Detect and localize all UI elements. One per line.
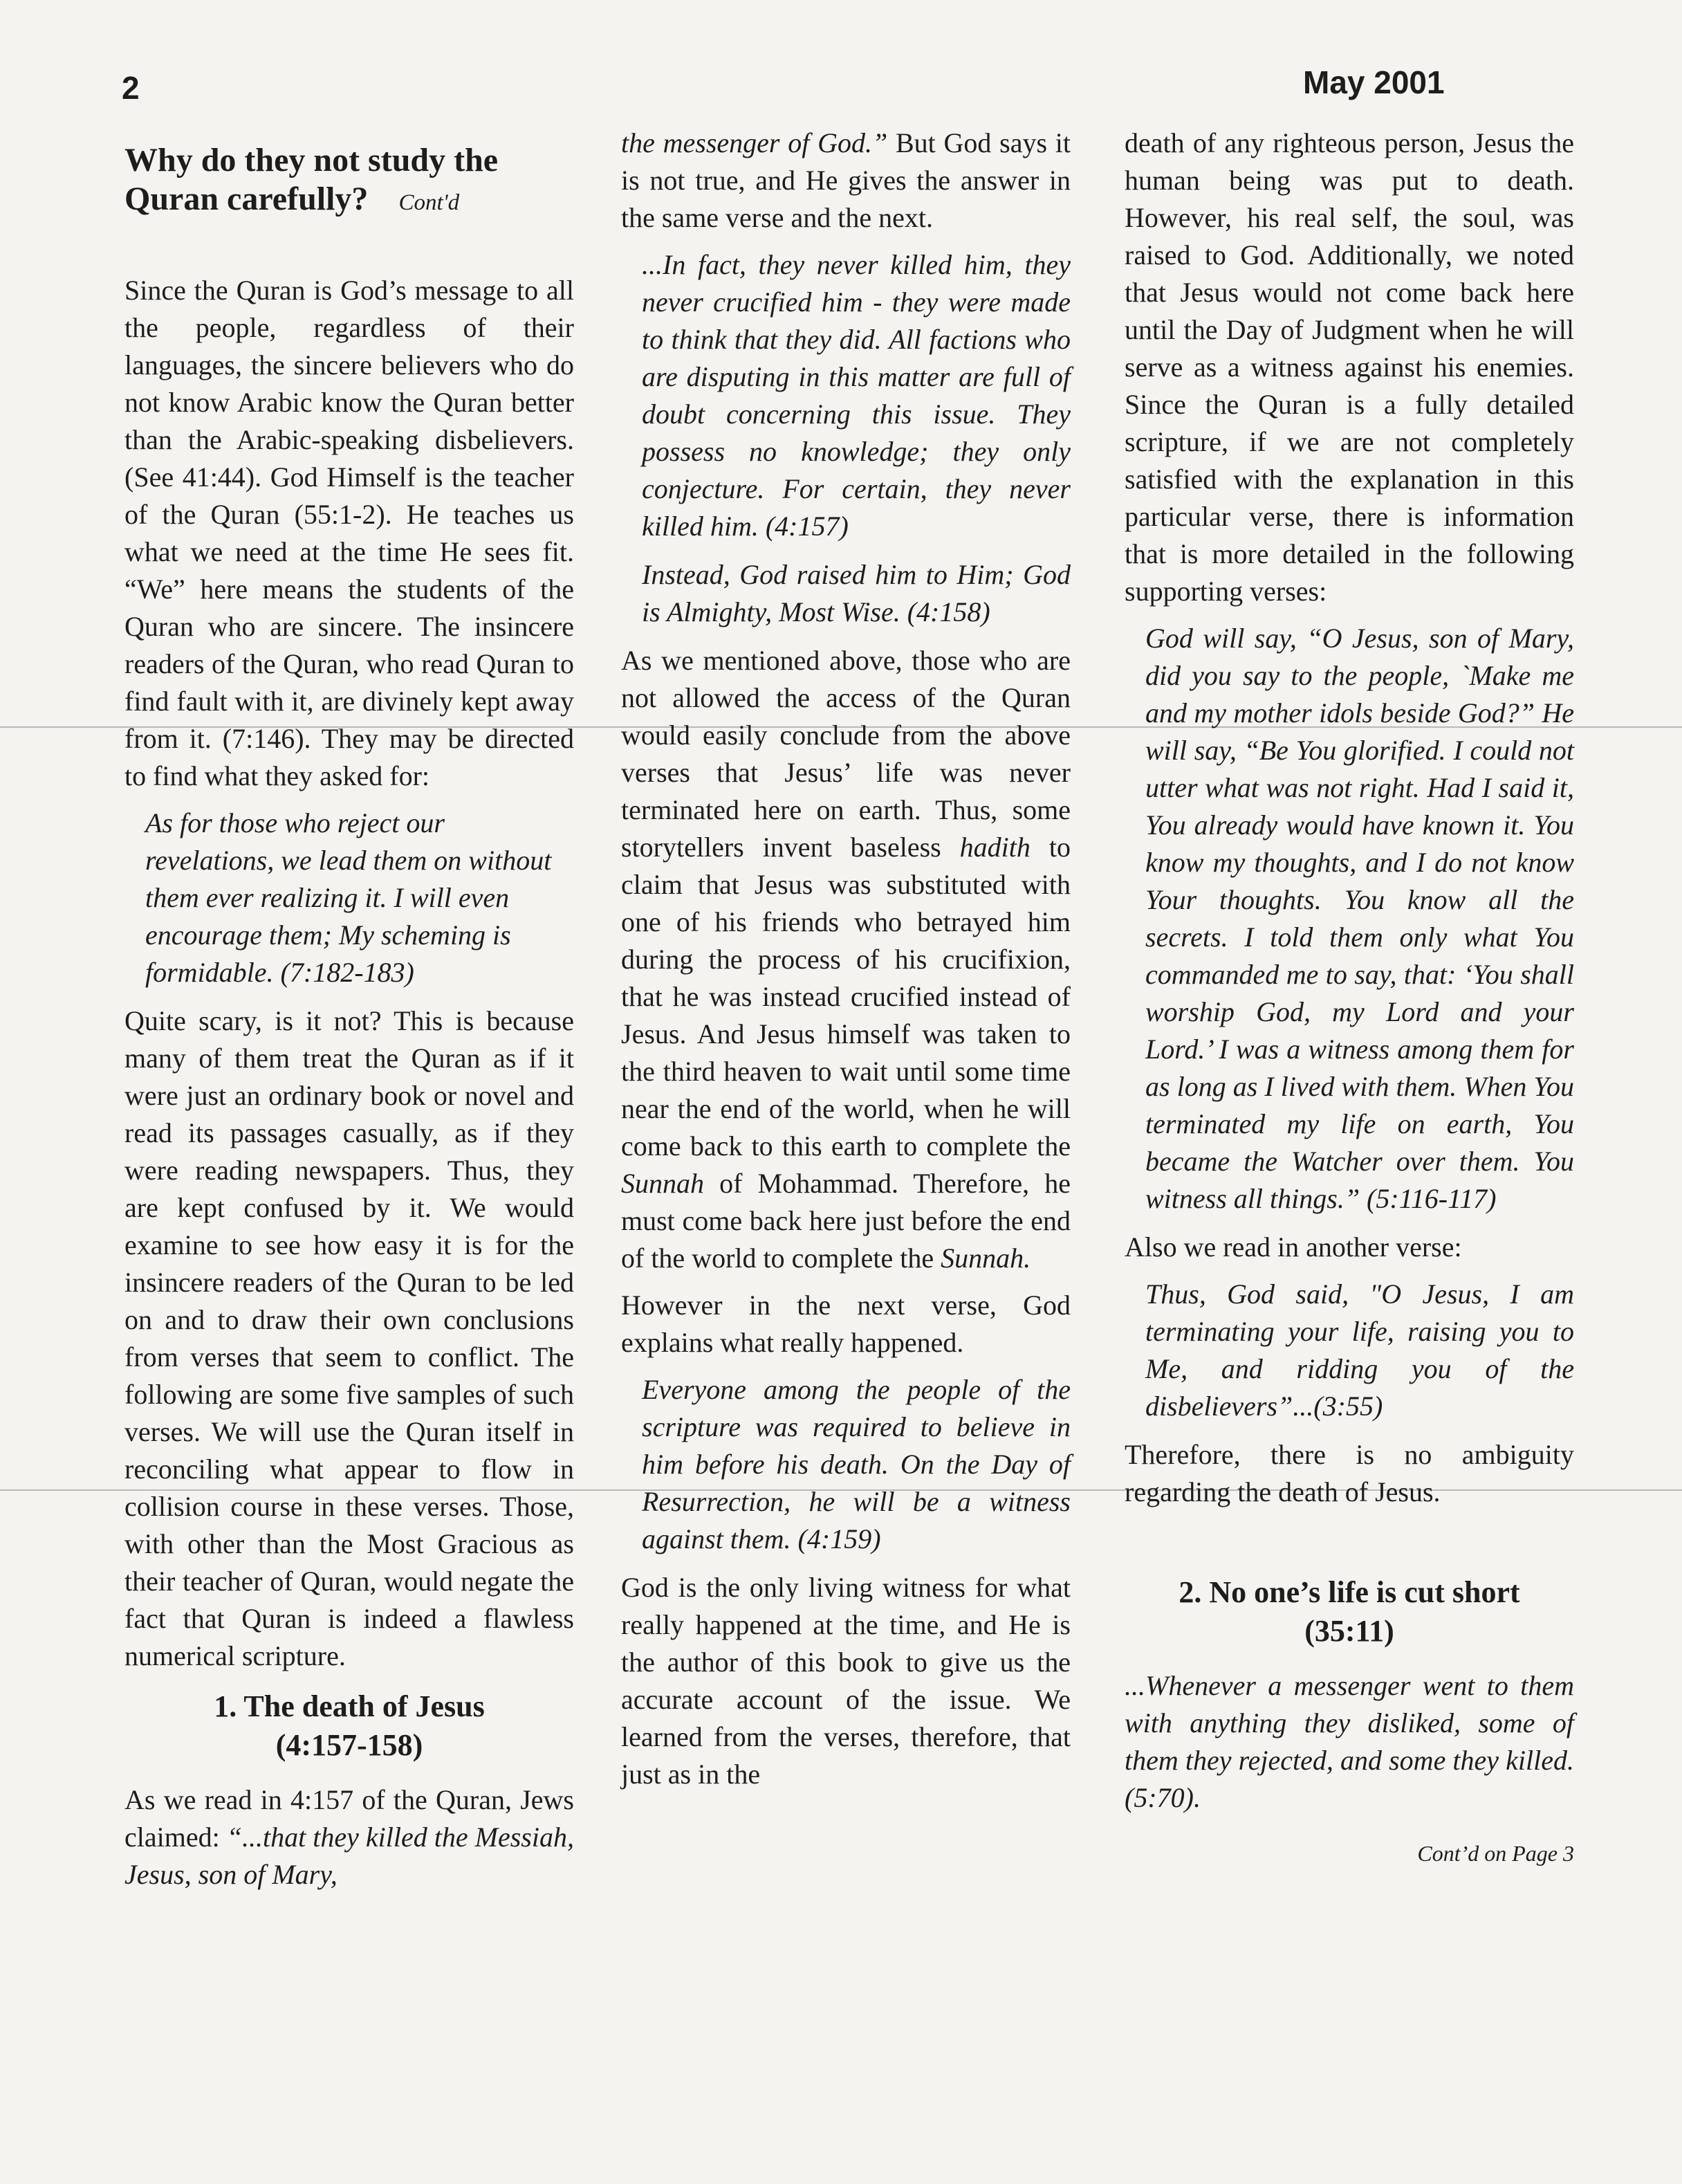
quote-block: Everyone among the people of the scripture was required to believe in him before his death. On the Day of Resurrection, he will be a witness against them. (4:159) [642,1374,1071,1554]
text-run: But God says it is not true, and He gives the answer in the same verse and the next. [621,127,1071,233]
paragraph: Therefore, there is no ambiguity regarding the death of Jesus. [1125,1439,1574,1507]
page-number: 2 [122,70,140,106]
quote-block: ...In fact, they never killed him, they never crucified him - they were made to think that they did. All factions who are disputing in this matter are full of doubt concerning this issue. They possess no knowledge; they only conjecture. For certain, they never killed him. (4:157) [642,249,1071,542]
section-heading-1 [124,1687,574,1765]
quote-block: ...Whenever a messenger went to them with anything they disliked, some of them they rejected, and some they killed. (5:70). [1125,1670,1574,1813]
section-heading-title: 1. The death of Jesus [214,1689,485,1723]
quote-block: Thus, God said, "O Jesus, I am terminating your life, raising you to Me, and ridding you of the disbelievers”...(3:55) [1145,1278,1574,1422]
quote-block: God will say, “O Jesus, son of Mary, did you say to the people, `Make me and my mother idols beside God?” He will say, “Be You glorified. I could not utter what was not right. Had I said it, You already would have known it. You know my thoughts, and I do not know Your thoughts. You know all the secrets. I told them only what You commanded me to say, that: ‘You shall worship God, my Lord and your Lord.’ I was a witness among them for as long as I lived with them. When You terminated my life on earth, You became the Watcher over them. You witness all things.” (5:116-117) [1145,623,1574,1214]
text-run: As we mentioned above, those who are not allowed the access of the Quran would easily conclude from the above verses that Jesus’ life was never terminated here on earth. Thus, some storytellers invent baseless [621,645,1071,863]
column-2 [621,125,1071,1803]
section-heading-ref: (35:11) [1304,1614,1394,1648]
paragraph: Quite scary, is it not? This is because many of them treat the Quran as if it were just an ordinary book or novel and read its passages casually, as if they were reading newspapers. Thus, they are kept confused by it. We would examine to see how easy it is for the insincere readers of the Quran to be led on and to draw their own conclusions from verses that seem to conflict. The following are some five samples of such verses. We will use the Quran itself in reconciling what appear to flow in collision course in these verses. Those, with other than the Most Gracious as their teacher of Quran, would negate the fact that Quran is indeed a flawless numerical scripture. [124,1005,574,1671]
term-sunnah: Sunnah [621,1168,704,1199]
paragraph: However in the next verse, God explains what really happened. [621,1290,1071,1358]
paragraph [621,642,1071,1277]
quote-inline: “...that they killed the Messiah, Jesus, son of Mary, [124,1821,574,1890]
title-continued-label: Cont'd [398,190,460,215]
article-title-text: Why do they not study the Quran carefully? [124,142,499,217]
column-3 [1125,125,1574,1872]
paragraph: God is the only living witness for what really happened at the time, and He is the author of this book to give us the accurate account of the issue. We learned from the verses, therefore, that just as in the [621,1572,1071,1790]
paragraph [124,1781,574,1893]
paragraph [621,125,1071,237]
quote-block: As for those who reject our revelations, we lead them on without them ever realizing it. I will even encourage them; My scheming is formidable. (7:182-183) [145,807,552,988]
article-title [124,141,574,222]
section-heading-ref: (4:157-158) [275,1728,423,1762]
paragraph: death of any righteous person, Jesus the human being was put to death. However, his real self, the soul, was raised to God. Additionally, we noted that Jesus would not come back here until the Day of Judgment when he will serve as a witness against his enemies. Since the Quran is a fully detailed scripture, if we are not completely satisfied with the explanation in this particular verse, there is information that is more detailed in the following supporting verses: [1125,127,1574,607]
paragraph: Also we read in another verse: [1125,1231,1462,1263]
issue-date: May 2001 [1303,64,1445,100]
text-run: of Mohammad. Therefore, he must come back here just before the end of the world to complete the [621,1168,1071,1274]
section-heading-title: 2. No one’s life is cut short [1179,1575,1520,1609]
text-run: to claim that Jesus was substituted with one of his friends who betrayed him during the process of his crucifixion, that he was instead crucified instead of Jesus. And Jesus himself was taken to the third heaven to wait until some time near the end of the world, when he will come back to this earth to complete the [621,832,1071,1162]
quote-inline: the messenger of God.” [621,127,888,158]
text-run: As we read in 4:157 of the Quran, Jews claimed: [124,1784,574,1853]
continued-on-page-label: Cont’d on Page 3 [1417,1841,1574,1866]
term-hadith: hadith [959,832,1031,863]
term-sunnah: Sunnah. [941,1242,1031,1274]
paragraph: Since the Quran is God’s message to all the people, regardless of their languages, the sincere believers who do not know Arabic know the Quran better than the Arabic-speaking disbelievers. (See 41:44). God Himself is the teacher of the Quran (55:1-2). He teaches us what we need at the time He sees fit. “We” here means the students of the Quran who are sincere. The insincere readers of the Quran, who read Quran to find fault with it, are divinely kept away from it. (7:146). They may be directed to find what they asked for: [124,275,574,791]
quote-block: Instead, God raised him to Him; God is Almighty, Most Wise. (4:158) [642,559,1071,627]
column-1 [124,125,574,1903]
section-heading-2 [1125,1573,1574,1651]
